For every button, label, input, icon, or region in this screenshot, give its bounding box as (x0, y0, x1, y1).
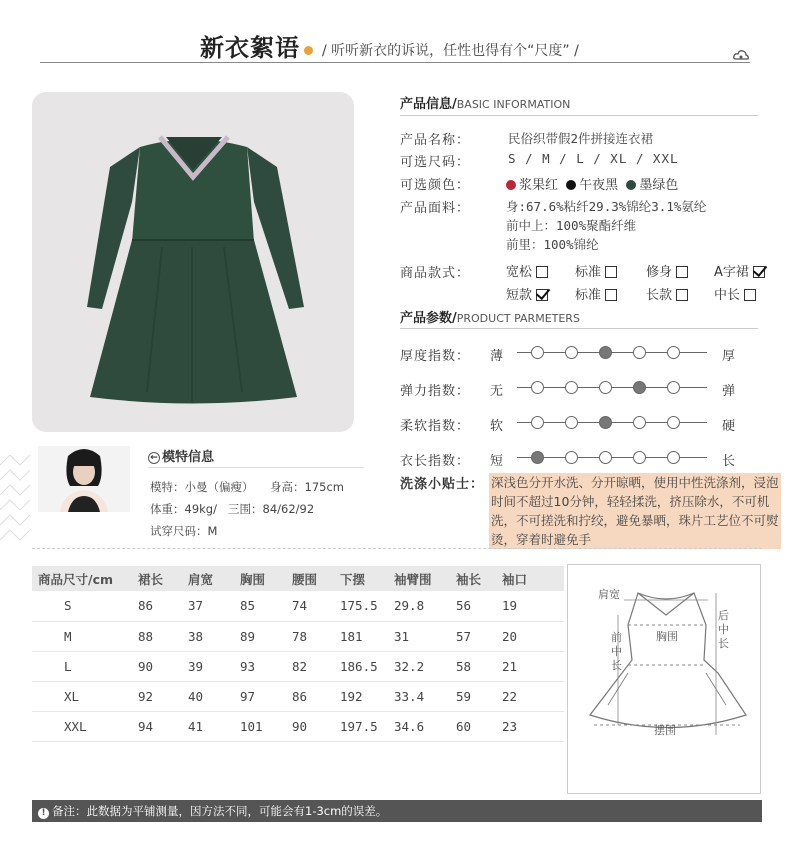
page-title: 新衣絮语 (200, 33, 300, 62)
product-name-label: 产品名称： (400, 133, 471, 148)
cloud-icon (733, 48, 749, 62)
scale-low: 短 (490, 454, 504, 469)
header-cell: 袖长 (450, 566, 496, 591)
scale-marker (667, 416, 680, 429)
size-table (32, 566, 564, 742)
model-height: 身高：175cm (270, 480, 344, 494)
header-cell: 腰围 (286, 566, 334, 591)
diagram-label-back-length: 后中长 (718, 609, 729, 650)
style-option: 标准 (575, 261, 617, 280)
scale-marker (633, 416, 646, 429)
scale-high: 弹 (722, 384, 736, 399)
scale-marker (565, 381, 578, 394)
checkbox (676, 266, 688, 278)
page-subtitle: / 听听新衣的诉说，任性也得有个“尺度” / (322, 43, 579, 59)
fabric-line: 身:67.6%粘纤29.3%锦纶3.1%氨纶 (506, 199, 707, 214)
scale-label: 厚度指数： (400, 349, 471, 364)
model-info-title: ← 模特信息 (148, 446, 214, 465)
care-instructions: 深浅色分开水洗、分开晾晒，使用中性洗涤剂，浸泡时间不超过10分钟，轻轻揉洗，挤压除水，不可机洗，不可搓洗和拧绞，避免暴晒，珠片工艺位不可熨烫，穿着时避免手 (489, 473, 781, 549)
diagram-label-hem: 摆围 (654, 724, 676, 737)
color-dot (626, 180, 636, 190)
model-size: 试穿尺码：M (150, 524, 218, 538)
checkbox (744, 289, 756, 301)
style-option: A字裙 (714, 261, 765, 280)
header-cell: 下摆 (334, 566, 388, 591)
scale-high: 长 (722, 454, 736, 469)
scale-marker (565, 451, 578, 464)
params-divider (400, 328, 758, 329)
model-photo (38, 446, 130, 512)
checkbox-checked (536, 289, 548, 301)
table-cell: 20 (496, 621, 564, 651)
care-label: 洗涤小贴士： (400, 477, 485, 492)
header-cell: 商品尺寸/cm (32, 566, 132, 591)
scale-marker (531, 416, 544, 429)
scale-marker (565, 346, 578, 359)
table-cell: 94 (132, 711, 182, 741)
table-cell: 57 (450, 621, 496, 651)
scale-marker (599, 381, 612, 394)
scale-marker (565, 416, 578, 429)
scale-low: 软 (490, 419, 504, 434)
model-divider (148, 467, 364, 468)
scale-marker (667, 451, 680, 464)
fabric-line: 前里：100%锦纶 (506, 237, 599, 252)
dress-image (32, 92, 354, 432)
color-swatch-black: 午夜黑 (566, 178, 618, 193)
table-cell: 175.5 (334, 591, 388, 621)
table-cell: 21 (496, 651, 564, 681)
table-cell: 86 (286, 681, 334, 711)
table-cell: 31 (388, 621, 450, 651)
checkbox (536, 266, 548, 278)
table-cell: 92 (132, 681, 182, 711)
table-cell: 60 (450, 711, 496, 741)
scale-low: 薄 (490, 349, 504, 364)
table-cell: 181 (334, 621, 388, 651)
table-cell: 192 (334, 681, 388, 711)
table-cell: 89 (234, 621, 286, 651)
table-row (32, 591, 564, 621)
model-name: 模特：小曼（偏瘦） (150, 480, 254, 494)
model-measurements: 三围：84/62/92 (228, 502, 315, 516)
checkbox (605, 289, 617, 301)
table-row (32, 621, 564, 651)
scale-label: 弹力指数： (400, 384, 471, 399)
table-cell: 82 (286, 651, 334, 681)
table-cell: 19 (496, 591, 564, 621)
table-cell: 74 (286, 591, 334, 621)
params-title: 产品参数/PRODUCT PARMETERS (400, 311, 580, 326)
product-name-value: 民俗织带假2件拼接连衣裙 (508, 131, 654, 146)
scale-high: 厚 (722, 349, 736, 364)
table-cell: 78 (286, 621, 334, 651)
scale-row (400, 341, 760, 365)
scale-high: 硬 (722, 419, 736, 434)
table-cell: 97 (234, 681, 286, 711)
scale-marker (633, 346, 646, 359)
zigzag-decoration (0, 455, 30, 545)
scale-label: 衣长指数： (400, 454, 471, 469)
model-weight: 体重：49kg/ (150, 502, 217, 516)
scale-marker (531, 346, 544, 359)
scale-marker (667, 346, 680, 359)
product-photo (32, 92, 354, 432)
diagram-label-front-length: 前中长 (611, 631, 622, 672)
section-divider (32, 548, 762, 549)
size-options: S / M / L / XL / XXL (508, 151, 679, 166)
style-option: 短款 (506, 284, 548, 303)
scale-label: 柔软指数： (400, 419, 471, 434)
header-cell: 袖口 (496, 566, 564, 591)
table-cell: 40 (182, 681, 234, 711)
table-cell: XL (32, 681, 132, 711)
style-option: 中长 (714, 284, 756, 303)
table-row (32, 651, 564, 681)
header-cell: 肩宽 (182, 566, 234, 591)
table-header (32, 566, 564, 591)
table-cell: M (32, 621, 132, 651)
table-cell: 197.5 (334, 711, 388, 741)
table-cell: 37 (182, 591, 234, 621)
fabric-composition (506, 197, 706, 254)
table-row (32, 681, 564, 711)
header-cell: 袖臂围 (388, 566, 450, 591)
table-cell: 101 (234, 711, 286, 741)
scale-marker-selected (633, 381, 646, 394)
table-cell: 34.6 (388, 711, 450, 741)
scale-row (400, 446, 760, 470)
table-cell: 22 (496, 681, 564, 711)
info-divider (400, 115, 758, 116)
basic-info-title: 产品信息/BASIC INFORMATION (400, 97, 571, 112)
table-cell: 186.5 (334, 651, 388, 681)
color-options (506, 174, 678, 193)
footnote-bar: ! 备注：此数据为平铺测量，因方法不同，可能会有1-3cm的误差。 (32, 800, 762, 822)
table-cell: 38 (182, 621, 234, 651)
table-cell: 90 (286, 711, 334, 741)
diagram-label-chest: 胸围 (656, 630, 678, 643)
table-cell: 41 (182, 711, 234, 741)
scale-row (400, 376, 760, 400)
color-label: 可选颜色： (400, 178, 471, 193)
back-arrow-icon: ← (148, 452, 160, 464)
table-cell: 59 (450, 681, 496, 711)
color-dot (566, 180, 576, 190)
info-icon: ! (38, 808, 49, 819)
checkbox-checked (753, 266, 765, 278)
style-label: 商品款式： (400, 266, 471, 281)
table-cell: 29.8 (388, 591, 450, 621)
scale-marker (667, 381, 680, 394)
fabric-label: 产品面料： (400, 201, 471, 216)
style-option: 修身 (646, 261, 688, 280)
checkbox (605, 266, 617, 278)
table-cell: XXL (32, 711, 132, 741)
scale-marker (531, 381, 544, 394)
checkbox (676, 289, 688, 301)
table-cell: 56 (450, 591, 496, 621)
header-divider (40, 62, 750, 63)
table-cell: 33.4 (388, 681, 450, 711)
table-cell: 39 (182, 651, 234, 681)
table-cell: 23 (496, 711, 564, 741)
scale-marker-selected (599, 346, 612, 359)
table-cell: L (32, 651, 132, 681)
color-dot (506, 180, 516, 190)
table-cell: 85 (234, 591, 286, 621)
scale-marker (599, 451, 612, 464)
table-cell: 93 (234, 651, 286, 681)
title-dot-decoration (304, 46, 313, 55)
color-swatch-red: 浆果红 (506, 178, 558, 193)
size-label: 可选尺码： (400, 155, 471, 170)
header-cell: 胸围 (234, 566, 286, 591)
style-option: 标准 (575, 284, 617, 303)
table-cell: 90 (132, 651, 182, 681)
table-cell: 32.2 (388, 651, 450, 681)
scale-marker-selected (531, 451, 544, 464)
style-option: 宽松 (506, 261, 548, 280)
style-option: 长款 (646, 284, 688, 303)
header-cell: 裙长 (132, 566, 182, 591)
table-cell: 86 (132, 591, 182, 621)
color-swatch-green: 墨绿色 (626, 178, 678, 193)
scale-low: 无 (490, 384, 504, 399)
fabric-line: 前中上：100%聚酯纤维 (506, 218, 637, 233)
diagram-label-shoulder: 肩宽 (598, 588, 620, 601)
table-cell: 88 (132, 621, 182, 651)
scale-row (400, 411, 760, 435)
measurement-diagram (567, 564, 761, 794)
table-cell: S (32, 591, 132, 621)
scale-marker-selected (599, 416, 612, 429)
table-row (32, 711, 564, 741)
scale-marker (633, 451, 646, 464)
table-cell: 58 (450, 651, 496, 681)
